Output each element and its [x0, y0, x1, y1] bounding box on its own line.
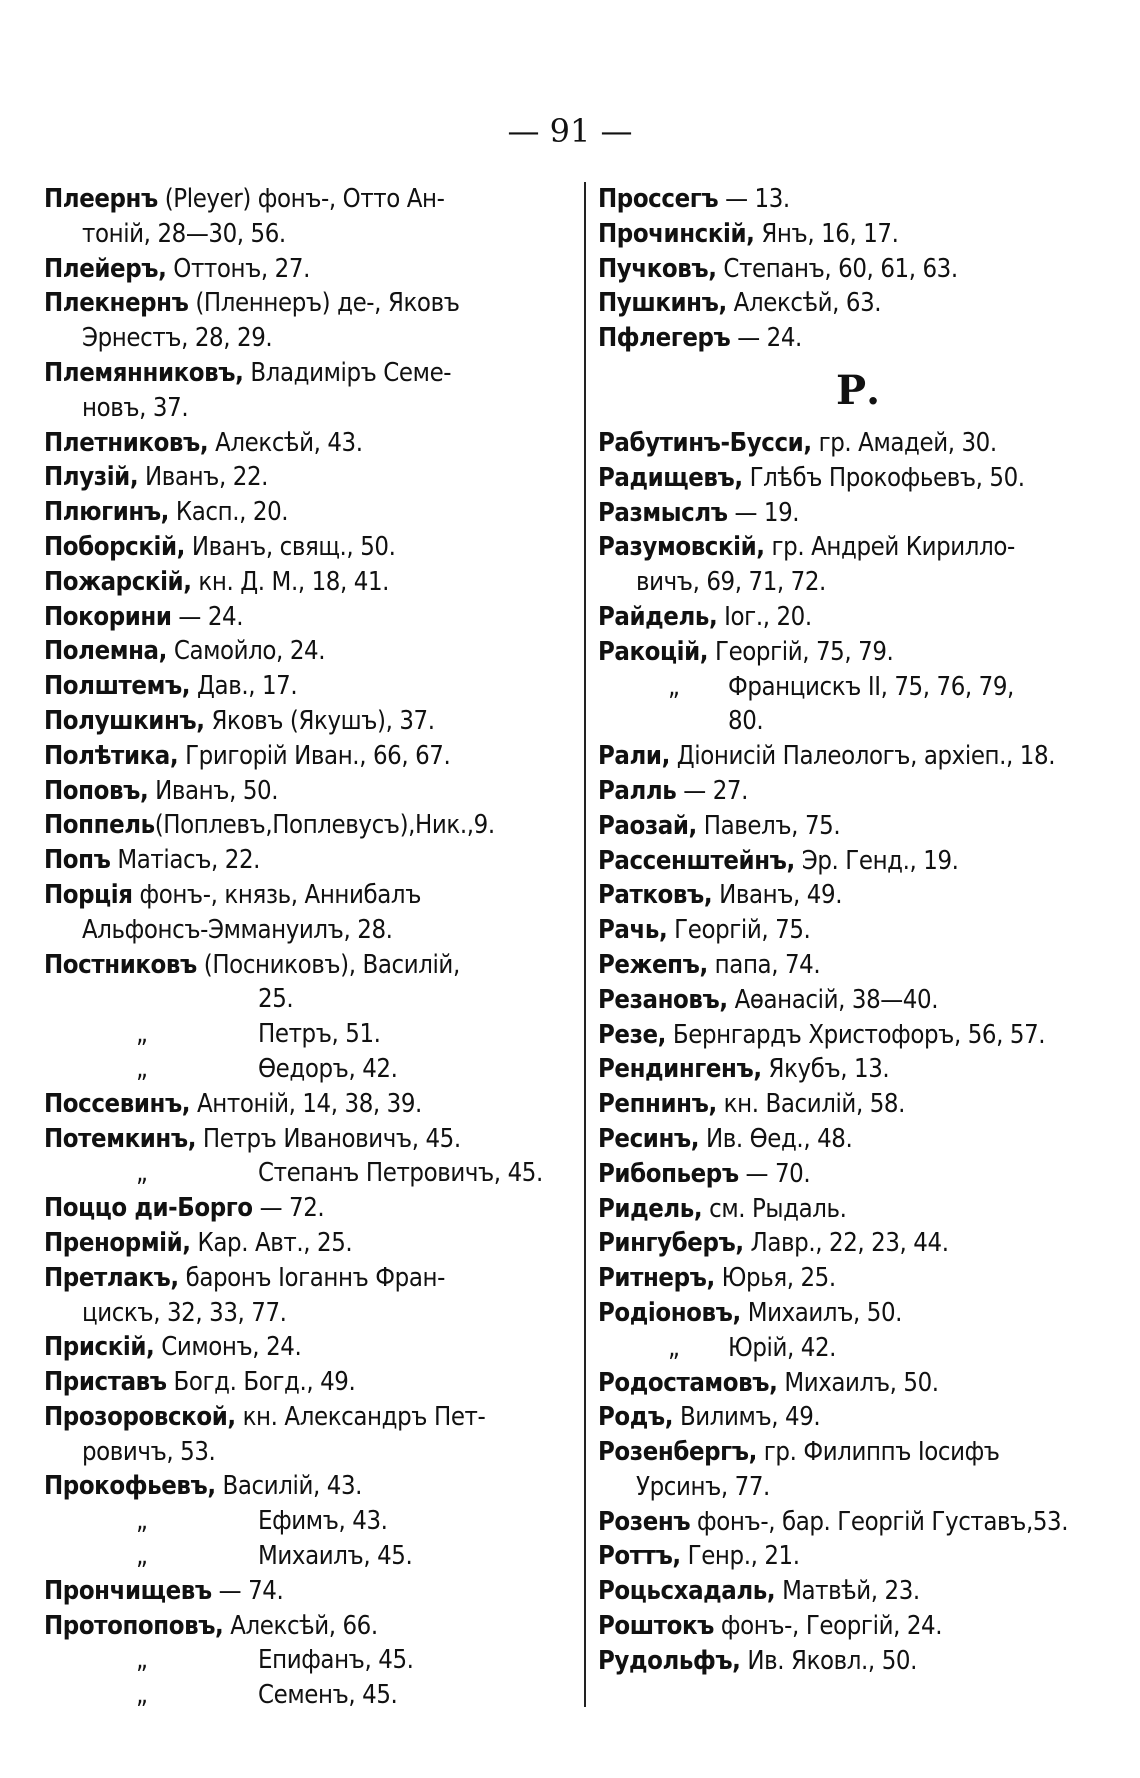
entry-headword: Плеернъ: [44, 184, 158, 214]
entry-details: папа, 74.: [707, 949, 821, 980]
entry-headword: Резановъ,: [598, 984, 728, 1015]
ditto-mark: „: [668, 1332, 680, 1363]
entry-headword: Порція: [44, 879, 133, 910]
entry-details: см. Рыдаль.: [702, 1193, 847, 1224]
index-entry-line: [44, 1261, 566, 1296]
entry-headword: Прончищевъ: [44, 1575, 212, 1606]
entry-details: Алексѣй, 43.: [208, 427, 363, 458]
entry-headword: Роштокъ: [598, 1611, 715, 1642]
ditto-mark: „: [136, 1506, 148, 1537]
index-entry-line: [598, 1122, 1118, 1157]
index-entry-line: [598, 1087, 1118, 1122]
entry-headword: Пожарскій,: [44, 566, 192, 597]
index-entry-line: [598, 1296, 1118, 1331]
entry-headword: Полѣтика,: [44, 740, 179, 771]
entry-headword: Рендингенъ,: [598, 1054, 762, 1085]
index-entry-line: [44, 704, 566, 739]
index-entry-line: [44, 1052, 566, 1087]
index-entry-line: [598, 1435, 1118, 1470]
entry-headword: Протопоповъ,: [44, 1610, 224, 1641]
entry-headword: Размыслъ: [598, 497, 728, 528]
entry-headword: Потемкинъ,: [44, 1123, 197, 1154]
index-entry-line: [598, 1539, 1118, 1574]
entry-headword: Режепъ,: [598, 949, 708, 980]
index-entry-line: [598, 1226, 1118, 1261]
index-entry-line: [44, 460, 566, 495]
ditto-mark: „: [136, 1541, 148, 1572]
entry-headword: Раозай,: [598, 810, 697, 841]
entry-details: — 70.: [738, 1158, 811, 1189]
index-entry-line: [44, 878, 566, 913]
index-entry-line: [598, 1261, 1118, 1296]
entry-details: Георгій, 75, 79.: [708, 636, 894, 667]
entry-details: Владиміръ Семе-: [243, 357, 452, 388]
index-entry-line: [598, 321, 1118, 356]
entry-headword: Ракоцій,: [598, 636, 709, 667]
entry-headword: Радищевъ,: [598, 462, 743, 493]
entry-headword: Прискій,: [44, 1332, 155, 1363]
index-entry-line: [598, 1400, 1118, 1435]
right-column: [598, 182, 1118, 1679]
entry-details: (Посниковъ), Василій,: [196, 949, 460, 980]
entry-details: Иванъ, свящ., 50.: [185, 531, 396, 562]
index-entry-line: [598, 1505, 1118, 1540]
index-entry-line: [598, 426, 1118, 461]
entry-details: Семенъ, 45.: [258, 1680, 398, 1711]
entry-headword: Рачь,: [598, 915, 668, 946]
column-divider: [584, 182, 586, 1707]
index-entry-line: 25.: [258, 984, 294, 1015]
index-entry-line: Альфонсъ-Эммануилъ, 28.: [82, 914, 393, 945]
letter-heading: Р.: [835, 366, 880, 414]
index-entry-line: [44, 1017, 566, 1052]
entry-headword: Родіоновъ,: [598, 1297, 741, 1328]
index-entry-line: [598, 844, 1118, 879]
index-entry-line: тоній, 28—30, 56.: [82, 218, 286, 249]
entry-details: Самойло, 24.: [166, 636, 326, 667]
entry-details: Касп., 20.: [169, 497, 289, 528]
entry-details: Дав., 17.: [190, 671, 298, 702]
entry-details: кн. Василій, 58.: [716, 1089, 905, 1120]
entry-details: — 72.: [252, 1193, 325, 1224]
entry-details: (Пленнеръ) де-, Яковъ: [188, 288, 460, 319]
entry-details: кн. Д. М., 18, 41.: [191, 566, 390, 597]
index-entry-line: [44, 669, 566, 704]
page-number: — 91 —: [507, 112, 633, 150]
index-entry-line: [598, 948, 1118, 983]
entry-headword: Ратковъ,: [598, 880, 713, 911]
entry-headword: Родостамовъ,: [598, 1367, 778, 1398]
entry-details: — 74.: [211, 1575, 284, 1606]
entry-headword: Рудольфъ,: [598, 1645, 741, 1676]
ditto-mark: „: [668, 671, 680, 702]
entry-details: Степанъ, 60, 61, 63.: [716, 253, 958, 284]
index-entry-line: [44, 1226, 566, 1261]
entry-details: Матіасъ, 22.: [110, 845, 261, 876]
index-entry-line: [598, 217, 1118, 252]
index-entry-line: [598, 1609, 1118, 1644]
entry-details: Эр. Генд., 19.: [794, 845, 959, 876]
entry-details: Францискъ II, 75, 76, 79,: [728, 671, 1014, 702]
index-entry-line: [44, 739, 566, 774]
entry-details: Кар. Авт., 25.: [190, 1227, 353, 1258]
entry-headword: Постниковъ: [44, 949, 197, 980]
entry-details: гр. Андрей Кирилло-: [764, 532, 1015, 563]
entry-details: Юрій, 42.: [728, 1332, 837, 1363]
index-entry-line: [44, 1609, 566, 1644]
ditto-mark: „: [136, 1053, 148, 1084]
entry-details: Ив. Яковл., 50.: [740, 1645, 917, 1676]
index-entry-line: [44, 1191, 566, 1226]
index-entry-line: [44, 1122, 566, 1157]
entry-details: — 19.: [727, 497, 800, 528]
entry-headword: Плетниковъ,: [44, 427, 209, 458]
entry-details: — 24.: [171, 601, 244, 632]
ditto-mark: „: [136, 1680, 148, 1711]
index-entry-line: [44, 182, 566, 217]
entry-headword: Прочинскій,: [598, 218, 755, 249]
entry-details: Ефимъ, 43.: [258, 1506, 388, 1537]
index-entry-line: [44, 1087, 566, 1122]
entry-details: Иванъ, 50.: [148, 775, 279, 806]
entry-details: гр. Филиппъ Іосифъ: [756, 1437, 1000, 1468]
entry-details: Аѳанасій, 38—40.: [727, 984, 939, 1015]
index-entry-line: [598, 252, 1118, 287]
entry-details: — 27.: [676, 775, 749, 806]
index-entry-line: [44, 1504, 566, 1539]
entry-headword: Рингуберъ,: [598, 1228, 744, 1259]
entry-details: Янъ, 16, 17.: [754, 218, 899, 249]
entry-headword: Розенбергъ,: [598, 1437, 757, 1468]
index-entry-line: [598, 635, 1118, 670]
index-entry-line: [44, 1330, 566, 1365]
entry-headword: Приставъ: [44, 1367, 167, 1398]
entry-headword: Проссегъ: [598, 184, 719, 214]
entry-details: Георгій, 75.: [667, 915, 811, 946]
index-entry-line: [44, 426, 566, 461]
entry-headword: Плузій,: [44, 462, 139, 493]
entry-headword: Райдель,: [598, 601, 718, 632]
index-entry-line: [598, 1018, 1118, 1053]
entry-details: Генр., 21.: [680, 1541, 800, 1572]
index-entry-line: [598, 286, 1118, 321]
entry-headword: Поповъ,: [44, 775, 149, 806]
entry-details: Діонисій Палеологъ, архіеп., 18.: [669, 741, 1056, 772]
index-entry-line: [44, 634, 566, 669]
entry-details: фонъ-, бар. Георгій Густавъ,53.: [690, 1506, 1069, 1537]
index-entry-line: [598, 878, 1118, 913]
entry-headword: Ридель,: [598, 1193, 703, 1224]
index-entry-line: 80.: [728, 706, 764, 737]
entry-headword: Родъ,: [598, 1402, 674, 1433]
index-entry-line: [44, 356, 566, 391]
index-entry-line: [44, 1678, 566, 1713]
index-entry-line: [598, 496, 1118, 531]
entry-details: Михаилъ, 50.: [777, 1367, 939, 1398]
index-entry-line: вичъ, 69, 71, 72.: [636, 567, 826, 598]
entry-headword: Полемна,: [44, 636, 167, 667]
entry-headword: Попъ: [44, 845, 111, 876]
entry-headword: Претлакъ,: [44, 1262, 179, 1293]
entry-details: Иванъ, 49.: [712, 880, 843, 911]
entry-headword: Пфлегеръ: [598, 323, 731, 354]
entry-details: Епифанъ, 45.: [258, 1645, 414, 1676]
entry-details: фонъ-, князь, Аннибалъ: [132, 879, 422, 910]
entry-headword: Розенъ: [598, 1506, 691, 1537]
index-entry-line: цискъ, 32, 33, 77.: [82, 1297, 287, 1328]
entry-details: Алексѣй, 63.: [726, 288, 882, 319]
index-entry-line: [598, 1644, 1118, 1679]
index-entry-line: [44, 286, 566, 321]
entry-headword: Рассенштейнъ,: [598, 845, 795, 876]
entry-headword: Полушкинъ,: [44, 705, 205, 736]
ditto-mark: „: [136, 1019, 148, 1050]
entry-details: гр. Амадей, 30.: [811, 427, 997, 458]
index-entry-line: [44, 495, 566, 530]
index-entry-line: [598, 182, 1118, 217]
entry-details: Яковъ (Якушъ), 37.: [204, 705, 435, 736]
entry-details: баронъ Іоганнъ Фран-: [178, 1262, 445, 1293]
index-entry-line: [44, 600, 566, 635]
entry-details: Антоній, 14, 38, 39.: [190, 1088, 422, 1119]
index-entry-line: ровичъ, 53.: [82, 1436, 216, 1467]
index-entry-line: [44, 1643, 566, 1678]
entry-headword: Прозоровской,: [44, 1401, 236, 1432]
entry-headword: Пучковъ,: [598, 253, 717, 284]
entry-headword: Поппель: [44, 810, 155, 841]
entry-headword: Резе,: [598, 1019, 666, 1050]
index-entry-line: [598, 1574, 1118, 1609]
index-entry-line: [44, 530, 566, 565]
index-entry-line: Эрнестъ, 28, 29.: [82, 323, 273, 354]
index-entry-line: [598, 670, 1118, 705]
entry-headword: Плейеръ,: [44, 253, 167, 284]
entry-headword: Роцьсхадаль,: [598, 1576, 776, 1607]
entry-details: Іог., 20.: [717, 601, 812, 632]
entry-details: — 24.: [730, 323, 802, 354]
entry-details: кн. Александръ Пет-: [235, 1401, 486, 1432]
entry-details: Павелъ, 75.: [696, 810, 841, 841]
entry-details: Өедоръ, 42.: [258, 1053, 398, 1084]
index-entry-line: [44, 843, 566, 878]
entry-headword: Плекнернъ: [44, 288, 189, 319]
index-entry-line: новъ, 37.: [82, 392, 189, 423]
index-entry-line: [44, 1539, 566, 1574]
ditto-mark: „: [136, 1158, 148, 1189]
entry-headword: Разумовскій,: [598, 532, 765, 563]
entry-details: Богд. Богд., 49.: [166, 1367, 356, 1398]
index-entry-line: [598, 774, 1118, 809]
entry-details: Вилимъ, 49.: [673, 1402, 821, 1433]
entry-details: Алексѣй, 66.: [223, 1610, 378, 1641]
entry-headword: Поццо ди-Борго: [44, 1193, 253, 1224]
entry-details: Иванъ, 22.: [138, 462, 269, 493]
entry-details: Лавр., 22, 23, 44.: [743, 1228, 949, 1259]
ditto-mark: „: [136, 1645, 148, 1676]
entry-details: Симонъ, 24.: [154, 1332, 302, 1363]
entry-details: Степанъ Петровичъ, 45.: [258, 1158, 543, 1189]
entry-headword: Племянниковъ,: [44, 357, 244, 388]
entry-headword: Рабутинъ-Бусси,: [598, 427, 812, 458]
entry-details: Бернгардъ Христофоръ, 56, 57.: [666, 1019, 1046, 1050]
entry-headword: Рибопьеръ: [598, 1158, 739, 1189]
entry-details: (Pleyer) фонъ-, Отто Ан-: [157, 184, 445, 214]
index-entry-line: [44, 948, 566, 983]
index-entry-line: [598, 809, 1118, 844]
entry-details: фонъ-, Георгій, 24.: [714, 1611, 943, 1642]
index-entry-line: [598, 1331, 1118, 1366]
index-entry-line: [598, 1192, 1118, 1227]
index-entry-line: Урсинъ, 77.: [636, 1471, 770, 1502]
entry-details: Петръ Ивановичъ, 45.: [196, 1123, 461, 1154]
entry-headword: Покорини: [44, 601, 172, 632]
index-entry-line: [598, 1366, 1118, 1401]
index-entry-line: [44, 565, 566, 600]
entry-details: Михаилъ, 50.: [740, 1297, 903, 1328]
entry-headword: Ритнеръ,: [598, 1263, 715, 1294]
entry-headword: Плюгинъ,: [44, 497, 169, 528]
entry-headword: Пренормій,: [44, 1227, 191, 1258]
entry-headword: Роттъ,: [598, 1541, 681, 1572]
entry-headword: Полштемъ,: [44, 671, 191, 702]
entry-details: Григорій Иван., 66, 67.: [178, 740, 451, 771]
index-entry-line: [44, 1400, 566, 1435]
entry-headword: Прокофьевъ,: [44, 1471, 216, 1502]
entry-details: Михаилъ, 45.: [258, 1541, 413, 1572]
left-column: [44, 182, 566, 1713]
entry-headword: Пушкинъ,: [598, 288, 727, 319]
index-entry-line: [598, 530, 1118, 565]
entry-headword: Ресинъ,: [598, 1123, 700, 1154]
index-entry-line: [598, 983, 1118, 1018]
entry-details: — 13.: [718, 184, 790, 214]
entry-details: Матвѣй, 23.: [775, 1576, 920, 1607]
index-entry-line: [44, 1156, 566, 1191]
entry-headword: Поссевинъ,: [44, 1088, 191, 1119]
index-entry-line: [598, 739, 1118, 774]
entry-details: Глѣбъ Прокофьевъ, 50.: [742, 462, 1025, 493]
entry-headword: Рали,: [598, 741, 670, 772]
index-entry-line: [44, 1365, 566, 1400]
entry-headword: Поборскій,: [44, 531, 185, 562]
entry-details: Василій, 43.: [215, 1471, 363, 1502]
entry-details: Якубъ, 13.: [761, 1054, 890, 1085]
entry-headword: Репнинъ,: [598, 1089, 717, 1120]
index-entry-line: [598, 461, 1118, 496]
entry-details: Ив. Өед., 48.: [699, 1123, 853, 1154]
index-entry-line: [44, 1574, 566, 1609]
entry-details: Оттонъ, 27.: [166, 253, 310, 284]
index-entry-line: [598, 1157, 1118, 1192]
index-entry-line: [598, 600, 1118, 635]
index-entry-line: [44, 774, 566, 809]
entry-details: Юрья, 25.: [714, 1263, 836, 1294]
index-entry-line: [598, 913, 1118, 948]
entry-details: (Поплевъ,Поплевусъ),Ник.,9.: [154, 810, 495, 841]
entry-details: Петръ, 51.: [258, 1019, 381, 1050]
index-entry-line: [44, 808, 566, 843]
index-entry-line: [44, 1469, 566, 1504]
index-entry-line: [44, 252, 566, 287]
entry-headword: Ралль: [598, 775, 677, 806]
index-entry-line: [598, 1052, 1118, 1087]
